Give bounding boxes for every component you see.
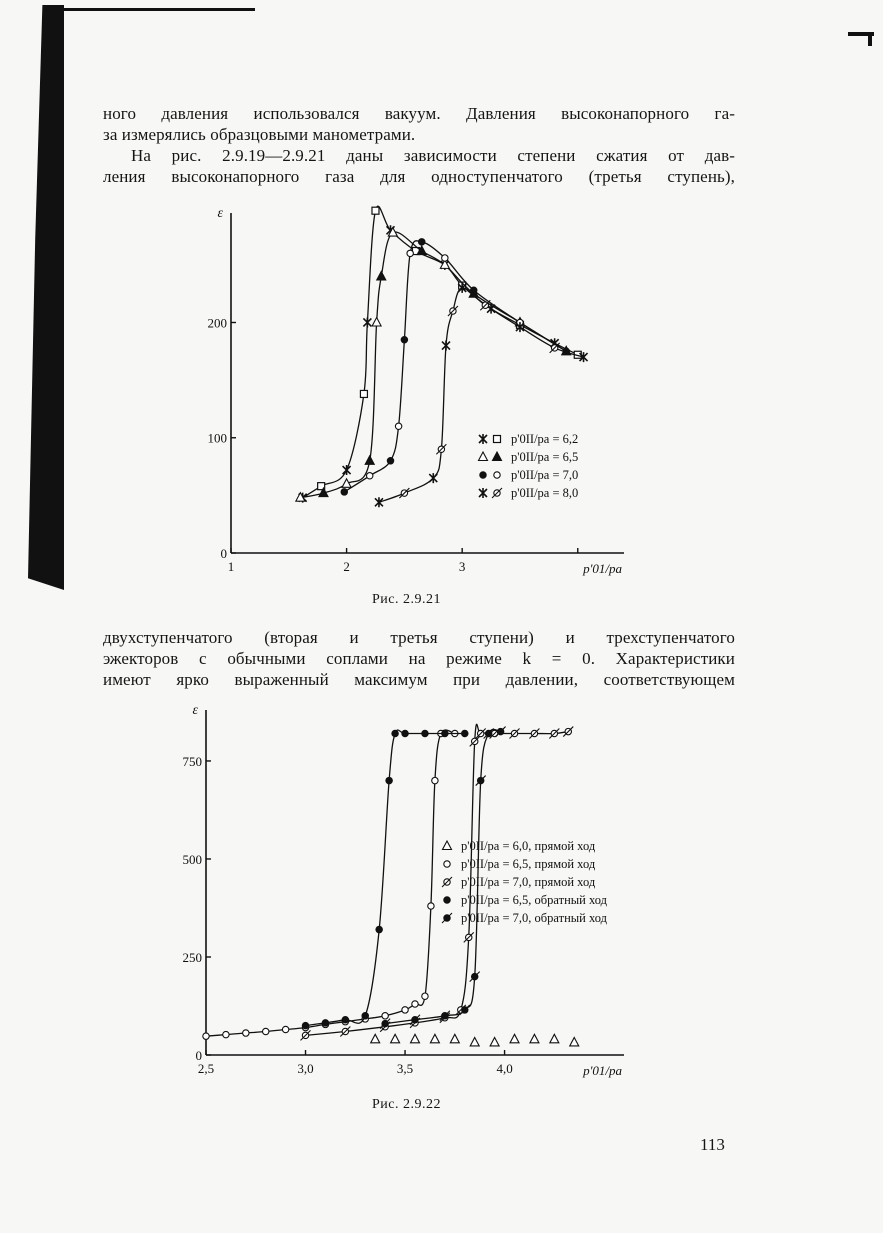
data-point <box>382 1013 388 1019</box>
data-point <box>442 255 448 261</box>
y-tick-label: 0 <box>195 1048 202 1063</box>
data-point <box>387 458 393 464</box>
figure-caption-1: Рис. 2.9.21 <box>372 592 441 607</box>
x-tick-label: 2,5 <box>197 1061 215 1076</box>
series-4 <box>302 730 468 1029</box>
x-tick-label: 1 <box>227 559 235 574</box>
legend-marker <box>494 472 500 478</box>
legend-entry: p'0II/pa = 6,0, прямой ход <box>461 839 596 853</box>
data-point <box>432 777 438 783</box>
data-point <box>428 903 434 909</box>
data-point <box>342 479 351 488</box>
x-axis-label: p'01/pa <box>583 1063 622 1078</box>
text-line: ления высоконапорного газа для одноступенчатого (третья ступень), <box>103 167 735 186</box>
data-point <box>442 730 448 736</box>
data-point <box>402 1007 408 1013</box>
data-point <box>442 341 450 351</box>
y-axis-label: ε <box>217 206 223 221</box>
data-point <box>510 1034 519 1043</box>
legend-marker <box>479 452 488 461</box>
y-tick-label: 500 <box>182 851 202 867</box>
data-point <box>530 1034 539 1043</box>
data-point <box>450 1034 459 1043</box>
data-point <box>430 1034 439 1043</box>
legend-marker <box>493 452 502 461</box>
legend-entry: p'0II/pa = 8,0 <box>511 486 579 500</box>
data-point <box>360 390 367 397</box>
legend <box>442 839 608 925</box>
series-line <box>306 730 465 1026</box>
x-tick-label: 3,5 <box>396 1061 414 1076</box>
legend-marker <box>494 436 501 443</box>
data-point <box>422 730 428 736</box>
y-tick-label: 100 <box>207 430 227 446</box>
text-line: двухступенчатого (вторая и третья ступени) и трехступенчатого <box>103 628 735 647</box>
data-point <box>203 1033 209 1039</box>
legend-entry: p'0II/pa = 6,2 <box>511 432 579 446</box>
legend-entry: p'0II/pa = 6,5, обратный ход <box>461 893 607 907</box>
data-point <box>375 497 383 507</box>
data-point <box>386 777 392 783</box>
legend-marker <box>444 861 450 867</box>
data-point <box>263 1028 269 1034</box>
data-point <box>419 239 425 245</box>
text-line: за измерялись образцовыми манометрами. <box>103 125 416 144</box>
x-tick-label: 3,0 <box>297 1061 314 1076</box>
text-line: эжекторов с обычными соплами на режиме k = 0. Характеристики <box>103 649 735 668</box>
data-point <box>376 926 382 932</box>
data-point <box>412 1001 418 1007</box>
data-point <box>429 473 437 483</box>
text-line: имеют ярко выраженный максимум при давлении, соответствующем <box>103 670 735 689</box>
data-point <box>422 993 428 999</box>
legend-entry: p'0II/pa = 7,0, прямой ход <box>461 875 596 889</box>
data-point <box>365 456 374 465</box>
y-tick-label: 0 <box>220 546 227 561</box>
data-point <box>550 1034 559 1043</box>
data-point <box>223 1031 229 1037</box>
y-tick-label: 750 <box>182 753 202 769</box>
data-point <box>302 1022 308 1028</box>
series-line <box>206 730 455 1036</box>
legend-marker <box>479 434 487 444</box>
data-point <box>407 250 413 256</box>
data-point <box>377 271 386 280</box>
data-point <box>371 1034 380 1043</box>
data-point <box>490 1037 499 1046</box>
y-axis-label: ε <box>192 703 198 718</box>
data-point <box>282 1026 288 1032</box>
data-point <box>362 1013 368 1019</box>
x-tick-label: 3 <box>458 559 466 574</box>
data-point <box>367 473 373 479</box>
data-point <box>402 730 408 736</box>
figure-2-9-22 <box>0 690 883 1100</box>
figure-caption-2: Рис. 2.9.22 <box>372 1097 441 1112</box>
x-axis-label: p'01/pa <box>583 561 622 576</box>
series-1 <box>371 1034 579 1046</box>
legend-marker <box>443 841 452 850</box>
legend-entry: p'0II/pa = 7,0 <box>511 468 579 482</box>
y-tick-label: 250 <box>182 949 202 965</box>
y-tick-label: 200 <box>207 315 227 331</box>
data-point <box>341 489 347 495</box>
data-point <box>570 1037 579 1046</box>
legend-entry: p'0II/pa = 7,0, обратный ход <box>461 911 607 925</box>
data-point <box>462 730 468 736</box>
legend-entry: p'0II/pa = 6,5 <box>511 450 579 464</box>
data-point <box>372 207 379 214</box>
data-point <box>411 1034 420 1043</box>
data-point <box>363 317 371 327</box>
data-point <box>343 465 351 475</box>
data-point <box>470 1037 479 1046</box>
data-point <box>372 317 381 326</box>
data-point <box>243 1030 249 1036</box>
page-number: 113 <box>700 1135 725 1154</box>
data-point <box>391 1034 400 1043</box>
data-point <box>395 423 401 429</box>
legend <box>479 432 579 500</box>
data-point <box>392 730 398 736</box>
series-2 <box>203 730 458 1039</box>
legend-marker <box>480 472 486 478</box>
text-line: ного давления использовался вакуум. Давления высоконапорного га- <box>103 104 735 123</box>
data-point <box>401 337 407 343</box>
paragraph-3 <box>103 627 735 690</box>
data-point <box>342 1017 348 1023</box>
text-line: На рис. 2.9.19—2.9.21 даны зависимости степени сжатия от дав- <box>131 146 735 165</box>
legend-marker <box>444 897 450 903</box>
legend-entry: p'0II/pa = 6,5, прямой ход <box>461 857 596 871</box>
x-tick-label: 4,0 <box>496 1061 513 1076</box>
x-tick-label: 2 <box>343 559 350 574</box>
data-point <box>322 1020 328 1026</box>
legend-marker <box>479 488 487 498</box>
